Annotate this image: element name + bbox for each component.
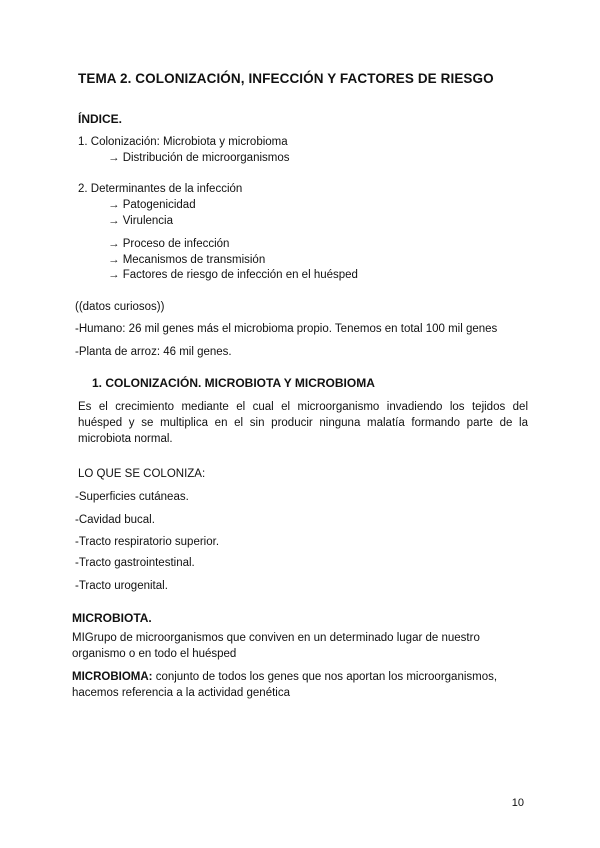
index-subitem: → Mecanismos de transmisión [108,254,266,266]
microbioma-term: MICROBIOMA: [72,671,153,683]
microbioma-definition [72,669,532,701]
index-subitem: → Proceso de infección [108,238,230,250]
curiosity-line: -Humano: 26 mil genes más el microbioma propio. Tenemos en total 100 mil genes [75,323,498,335]
index-subitem: → Virulencia [108,215,173,227]
colonize-item: -Tracto gastrointestinal. [75,557,195,569]
colonize-item: -Tracto respiratorio superior. [75,536,220,548]
page-title: TEMA 2. COLONIZACIÓN, INFECCIÓN Y FACTORES DE RIESGO [78,71,494,86]
index-subitem: → Patogenicidad [108,199,196,211]
colonize-item: -Cavidad bucal. [75,514,155,526]
index-subitem: → Distribución de microorganismos [108,152,290,164]
microbioma-text: conjunto de todos los genes que nos aportan los microorganismos, hacemos referencia a la actividad genética [72,671,498,699]
index-heading: ÍNDICE. [78,112,123,126]
colonize-item: -Superficies cutáneas. [75,491,189,503]
index-item-2: 2. Determinantes de la infección [78,183,243,195]
section-title: 1. COLONIZACIÓN. MICROBIOTA Y MICROBIOMA [92,376,375,390]
index-item-1: 1. Colonización: Microbiota y microbioma [78,136,288,148]
microbiota-heading: MICROBIOTA. [72,611,152,625]
index-subitem: → Factores de riesgo de infección en el huésped [108,269,358,281]
colonize-heading: LO QUE SE COLONIZA: [78,468,206,480]
section-paragraph: Es el crecimiento mediante el cual el microorganismo invadiendo los tejidos del huésped y se multiplica en el sin producir ninguna malatía formando parte de la microbiota normal. [78,401,528,445]
page-number: 10 [511,797,524,809]
colonize-item: -Tracto urogenital. [75,580,168,592]
microbiota-text: MIGrupo de microorganismos que conviven en un determinado lugar de nuestro organismo o en todo el huésped [72,632,480,660]
curiosities-label: ((datos curiosos)) [75,301,165,313]
curiosity-line: -Planta de arroz: 46 mil genes. [75,346,232,358]
